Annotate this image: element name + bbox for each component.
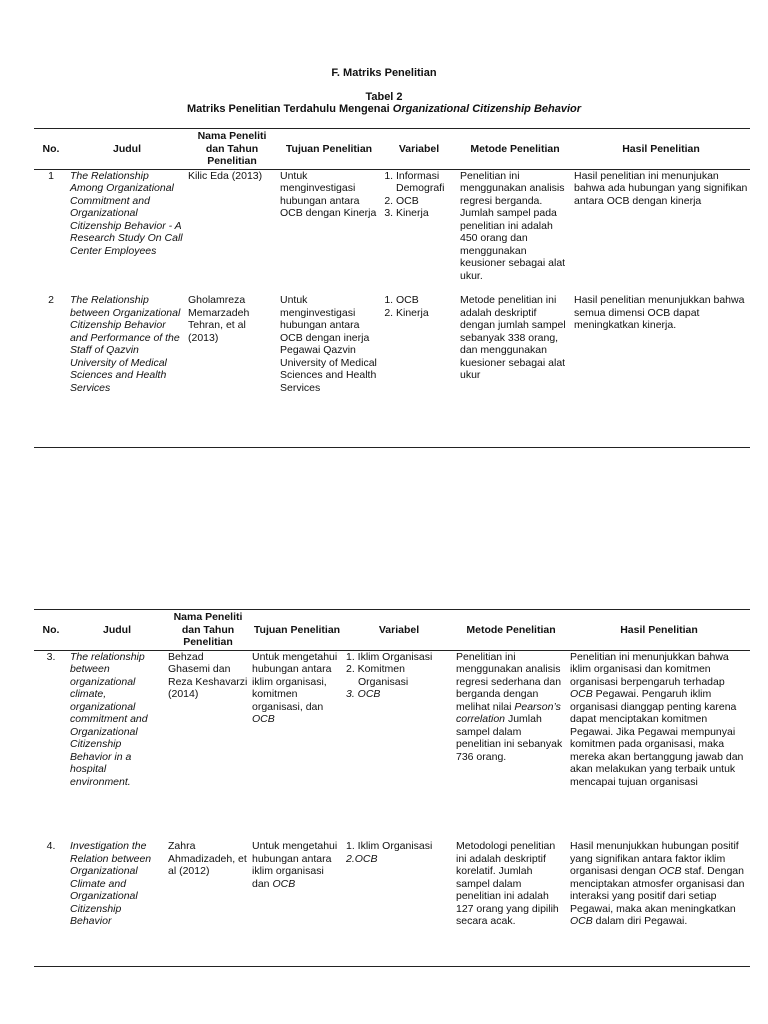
table-caption-italic: Organizational Citizenship Behavior — [392, 103, 582, 115]
cell-tujuan — [250, 650, 344, 840]
metode-text-post: Jumlah sampel dalam penelitian ini sebanyak 736 orang. — [456, 713, 563, 763]
cell-hasil: Hasil penelitian menunjukkan bahwa semua dimensi OCB dapat meningkatkan kinerja. — [574, 294, 745, 331]
table-row — [34, 294, 750, 447]
hasil-text-c: dalam diri Pegawai. — [592, 915, 688, 927]
cell-peneliti: Gholamreza Memarzadeh Tehran, et al (2013) — [188, 294, 250, 344]
hasil-italic: OCB — [570, 688, 593, 700]
table-row — [34, 169, 750, 294]
cell-judul: The relationship between organizational climate, organizational commitment and Organizational Citizenship Behavior in a hospital environment. — [70, 650, 148, 788]
table-caption-text: Matriks Penelitian Terdahulu Mengenai — [186, 103, 393, 115]
hasil-italic: OCB — [658, 865, 682, 877]
hasil-text: Hasil menunjukkan hubungan positif yang signifikan antara faktor iklim organisasi dengan — [570, 840, 739, 877]
cell-tujuan — [250, 840, 344, 966]
header-tujuan: Tujuan Penelitian — [285, 142, 373, 155]
cell-judul: The Relationship Among Organizational Commitment and Organizational Citizenship Behavior - A Research Study On Call Center Employees — [70, 169, 183, 257]
metode-text: Penelitian ini menggunakan analisis regresi sederhana dan berganda dengan melihat nilai — [456, 650, 562, 713]
cell-metode: Penelitian ini menggunakan analisis regresi berganda. Jumlah sampel pada penelitian ini adalah 450 orang dan menggunakan keusioner sebagai alat ukur. — [460, 169, 566, 282]
cell-judul: The Relationship between Organizational Citizenship Behavior and Performance of the Staff of Qazvin University of Medical Sciences and Health Services — [70, 294, 181, 394]
variabel-item: 1. Informasi Demografi — [396, 170, 456, 195]
header-peneliti: Nama Peneliti dan Tahun Penelitian — [173, 611, 243, 648]
table-row — [34, 840, 750, 966]
hasil-text: Penelitian ini menunjukkan bahwa iklim organisasi dan komitmen organisasi berpengaruh terhadap — [570, 650, 729, 688]
research-matrix-table-2 — [34, 609, 750, 967]
variabel-item: 2. Komitmen — [346, 663, 405, 675]
table-header-row — [34, 610, 750, 651]
cell-tujuan: Untuk menginvestigasi hubungan antara OCB dengan inerja Pegawai Qazvin University of Medical Sciences and Health Services — [280, 294, 377, 394]
cell-hasil — [568, 840, 750, 966]
cell-variabel — [380, 169, 458, 294]
cell-peneliti: Zahra Ahmadizadeh, et al (2012) — [168, 840, 247, 877]
tujuan-text: Untuk mengetahui hubungan antara iklim organisasi, komitmen organisasi, dan — [252, 650, 338, 713]
hasil-italic-2: OCB — [570, 915, 593, 927]
cell-tujuan: Untuk menginvestigasi hubungan antara OCB dengan Kinerja — [280, 169, 377, 219]
table-caption — [0, 103, 768, 116]
cell-no: 1 — [48, 169, 54, 182]
header-metode: Metode Penelitian — [466, 623, 556, 636]
header-tujuan: Tujuan Penelitian — [253, 623, 341, 636]
hasil-text-b: staf. Dengan menciptakan atmosfer organisasi dan interaksi yang positif dari setiap Pegawai, maka akan meningkatkan — [570, 865, 745, 915]
cell-hasil: Hasil penelitian ini menunjukan bahwa ada hubungan yang signifikan antara OCB dengan kinerja — [574, 169, 748, 207]
variabel-item: 2.OCB — [346, 852, 378, 865]
header-variabel: Variabel — [398, 142, 440, 155]
cell-no: 3. — [46, 650, 56, 663]
tujuan-text: Untuk mengetahui hubungan antara iklim organisasi dan — [252, 840, 338, 890]
cell-peneliti: Behzad Ghasemi dan Reza Keshavarzi (2014) — [168, 650, 248, 700]
variabel-item: 3. Kinerja — [396, 207, 456, 220]
cell-no: 4. — [46, 840, 56, 852]
header-hasil: Hasil Penelitian — [620, 623, 698, 636]
table-label: Tabel 2 — [365, 91, 403, 103]
header-judul: Judul — [113, 142, 141, 155]
header-no: No. — [42, 142, 60, 155]
cell-peneliti: Kilic Eda (2013) — [188, 169, 263, 182]
variabel-item: 1. OCB — [396, 294, 456, 307]
metode-italic: Pearson’s correlation — [456, 700, 561, 725]
cell-variabel — [344, 650, 454, 840]
header-variabel: Variabel — [378, 623, 420, 636]
cell-judul: Investigation the Relation between Organizational Climate and Organizational Citizenship Behavior — [70, 840, 152, 927]
cell-no: 2 — [48, 294, 54, 306]
header-no: No. — [42, 623, 60, 636]
header-peneliti: Nama Peneliti dan Tahun Penelitian — [197, 130, 267, 167]
header-hasil: Hasil Penelitian — [622, 142, 700, 155]
cell-hasil — [568, 650, 750, 840]
section-title: F. Matriks Penelitian — [331, 67, 437, 79]
research-matrix-table-1 — [34, 128, 750, 448]
cell-metode: Metodologi penelitian ini adalah deskriptif korelatif. Jumlah sampel dalam penelitian ini adalah 127 orang yang dipilih secara acak. — [456, 840, 559, 927]
table-row — [34, 650, 750, 840]
hasil-text-b: Pegawai. Pengaruh iklim organisasi dianggap penting karena dapat menciptakan komitmen Pegawai. Jika Pegawai mempunyai komitmen pada organisasi, maka mereka akan bertanggung jawab dan akan melakukan yang terbaik untuk mencapai tujuan organisasi — [570, 688, 744, 788]
cell-variabel — [380, 294, 458, 447]
cell-metode — [454, 650, 568, 840]
table-header-row — [34, 129, 750, 170]
variabel-item: 3. OCB — [346, 688, 381, 700]
tujuan-italic: OCB — [252, 713, 275, 725]
variabel-item: 2. Kinerja — [396, 307, 456, 320]
variabel-item: 1. Iklim Organisasi — [346, 840, 433, 852]
tujuan-italic: OCB — [272, 877, 296, 890]
variabel-item-cont: Organisasi — [358, 675, 409, 688]
cell-metode: Metode penelitian ini adalah deskriptif dengan jumlah sampel sebanyak 338 orang, dan menggunakan kuesioner sebagai alat ukur — [460, 294, 566, 381]
header-metode: Metode Penelitian — [470, 142, 560, 155]
variabel-item: 1. Iklim Organisasi — [346, 650, 433, 663]
variabel-item: 2. OCB — [396, 195, 456, 208]
header-judul: Judul — [103, 623, 131, 636]
cell-variabel — [344, 840, 454, 966]
